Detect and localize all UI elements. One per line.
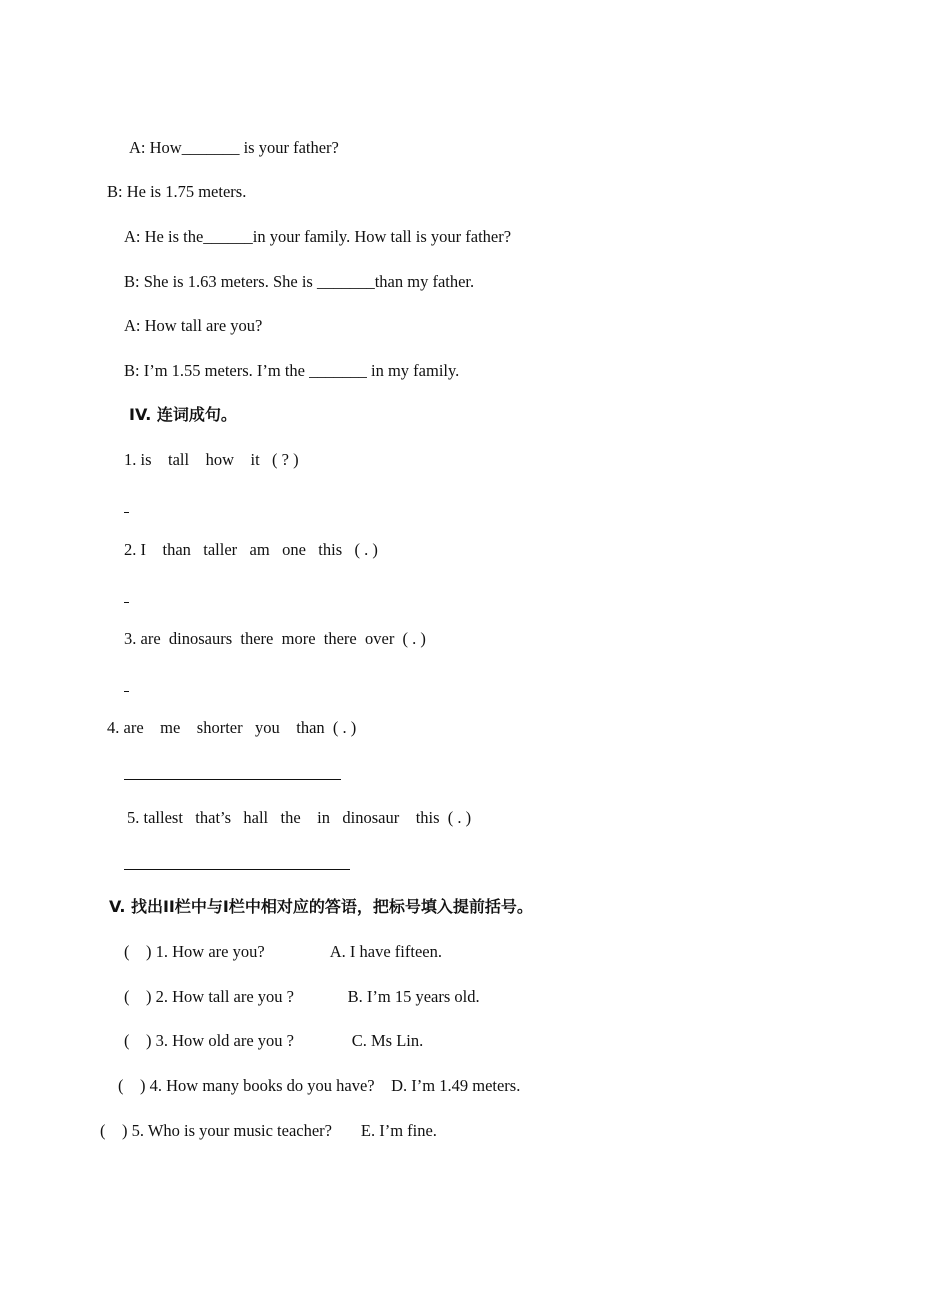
answer-line-5 [124, 869, 350, 870]
answer-line-2 [124, 602, 129, 603]
section-5-heading: V. 找出II栏中与I栏中相对应的答语，把标号填入提前括号。 [109, 897, 533, 916]
match-row-3: ( ) 3. How old are you ? C. Ms Lin. [124, 1031, 424, 1050]
dialogue-line-1: A: How_______ is your father? [129, 138, 339, 157]
sentence-item-4: 4. are me shorter you than ( . ) [107, 718, 357, 737]
answer-line-3 [124, 691, 129, 692]
dialogue-line-3: A: He is the______in your family. How tall is your father? [124, 227, 512, 246]
answer-line-1 [124, 512, 129, 513]
sentence-item-5: 5. tallest that’s hall the in dinosaur this ( . ) [127, 808, 472, 827]
answer-line-4 [124, 779, 341, 780]
dialogue-line-4: B: She is 1.63 meters. She is _______than my father. [124, 272, 475, 291]
dialogue-line-6: B: I’m 1.55 meters. I’m the _______ in my family. [124, 361, 460, 380]
match-row-2: ( ) 2. How tall are you ? B. I’m 15 years old. [124, 987, 480, 1006]
section-4-heading: IV. 连词成句。 [129, 405, 237, 424]
sentence-item-3: 3. are dinosaurs there more there over ( . ) [124, 629, 426, 648]
match-row-5: ( ) 5. Who is your music teacher? E. I’m fine. [100, 1121, 437, 1140]
sentence-item-2: 2. I than taller am one this ( . ) [124, 540, 378, 559]
dialogue-line-5: A: How tall are you? [124, 316, 263, 335]
match-row-1: ( ) 1. How are you? A. I have fifteen. [124, 942, 442, 961]
sentence-item-1: 1. is tall how it ( ? ) [124, 450, 299, 469]
match-row-4: ( ) 4. How many books do you have? D. I’m 1.49 meters. [118, 1076, 521, 1095]
dialogue-line-2: B: He is 1.75 meters. [107, 182, 247, 201]
